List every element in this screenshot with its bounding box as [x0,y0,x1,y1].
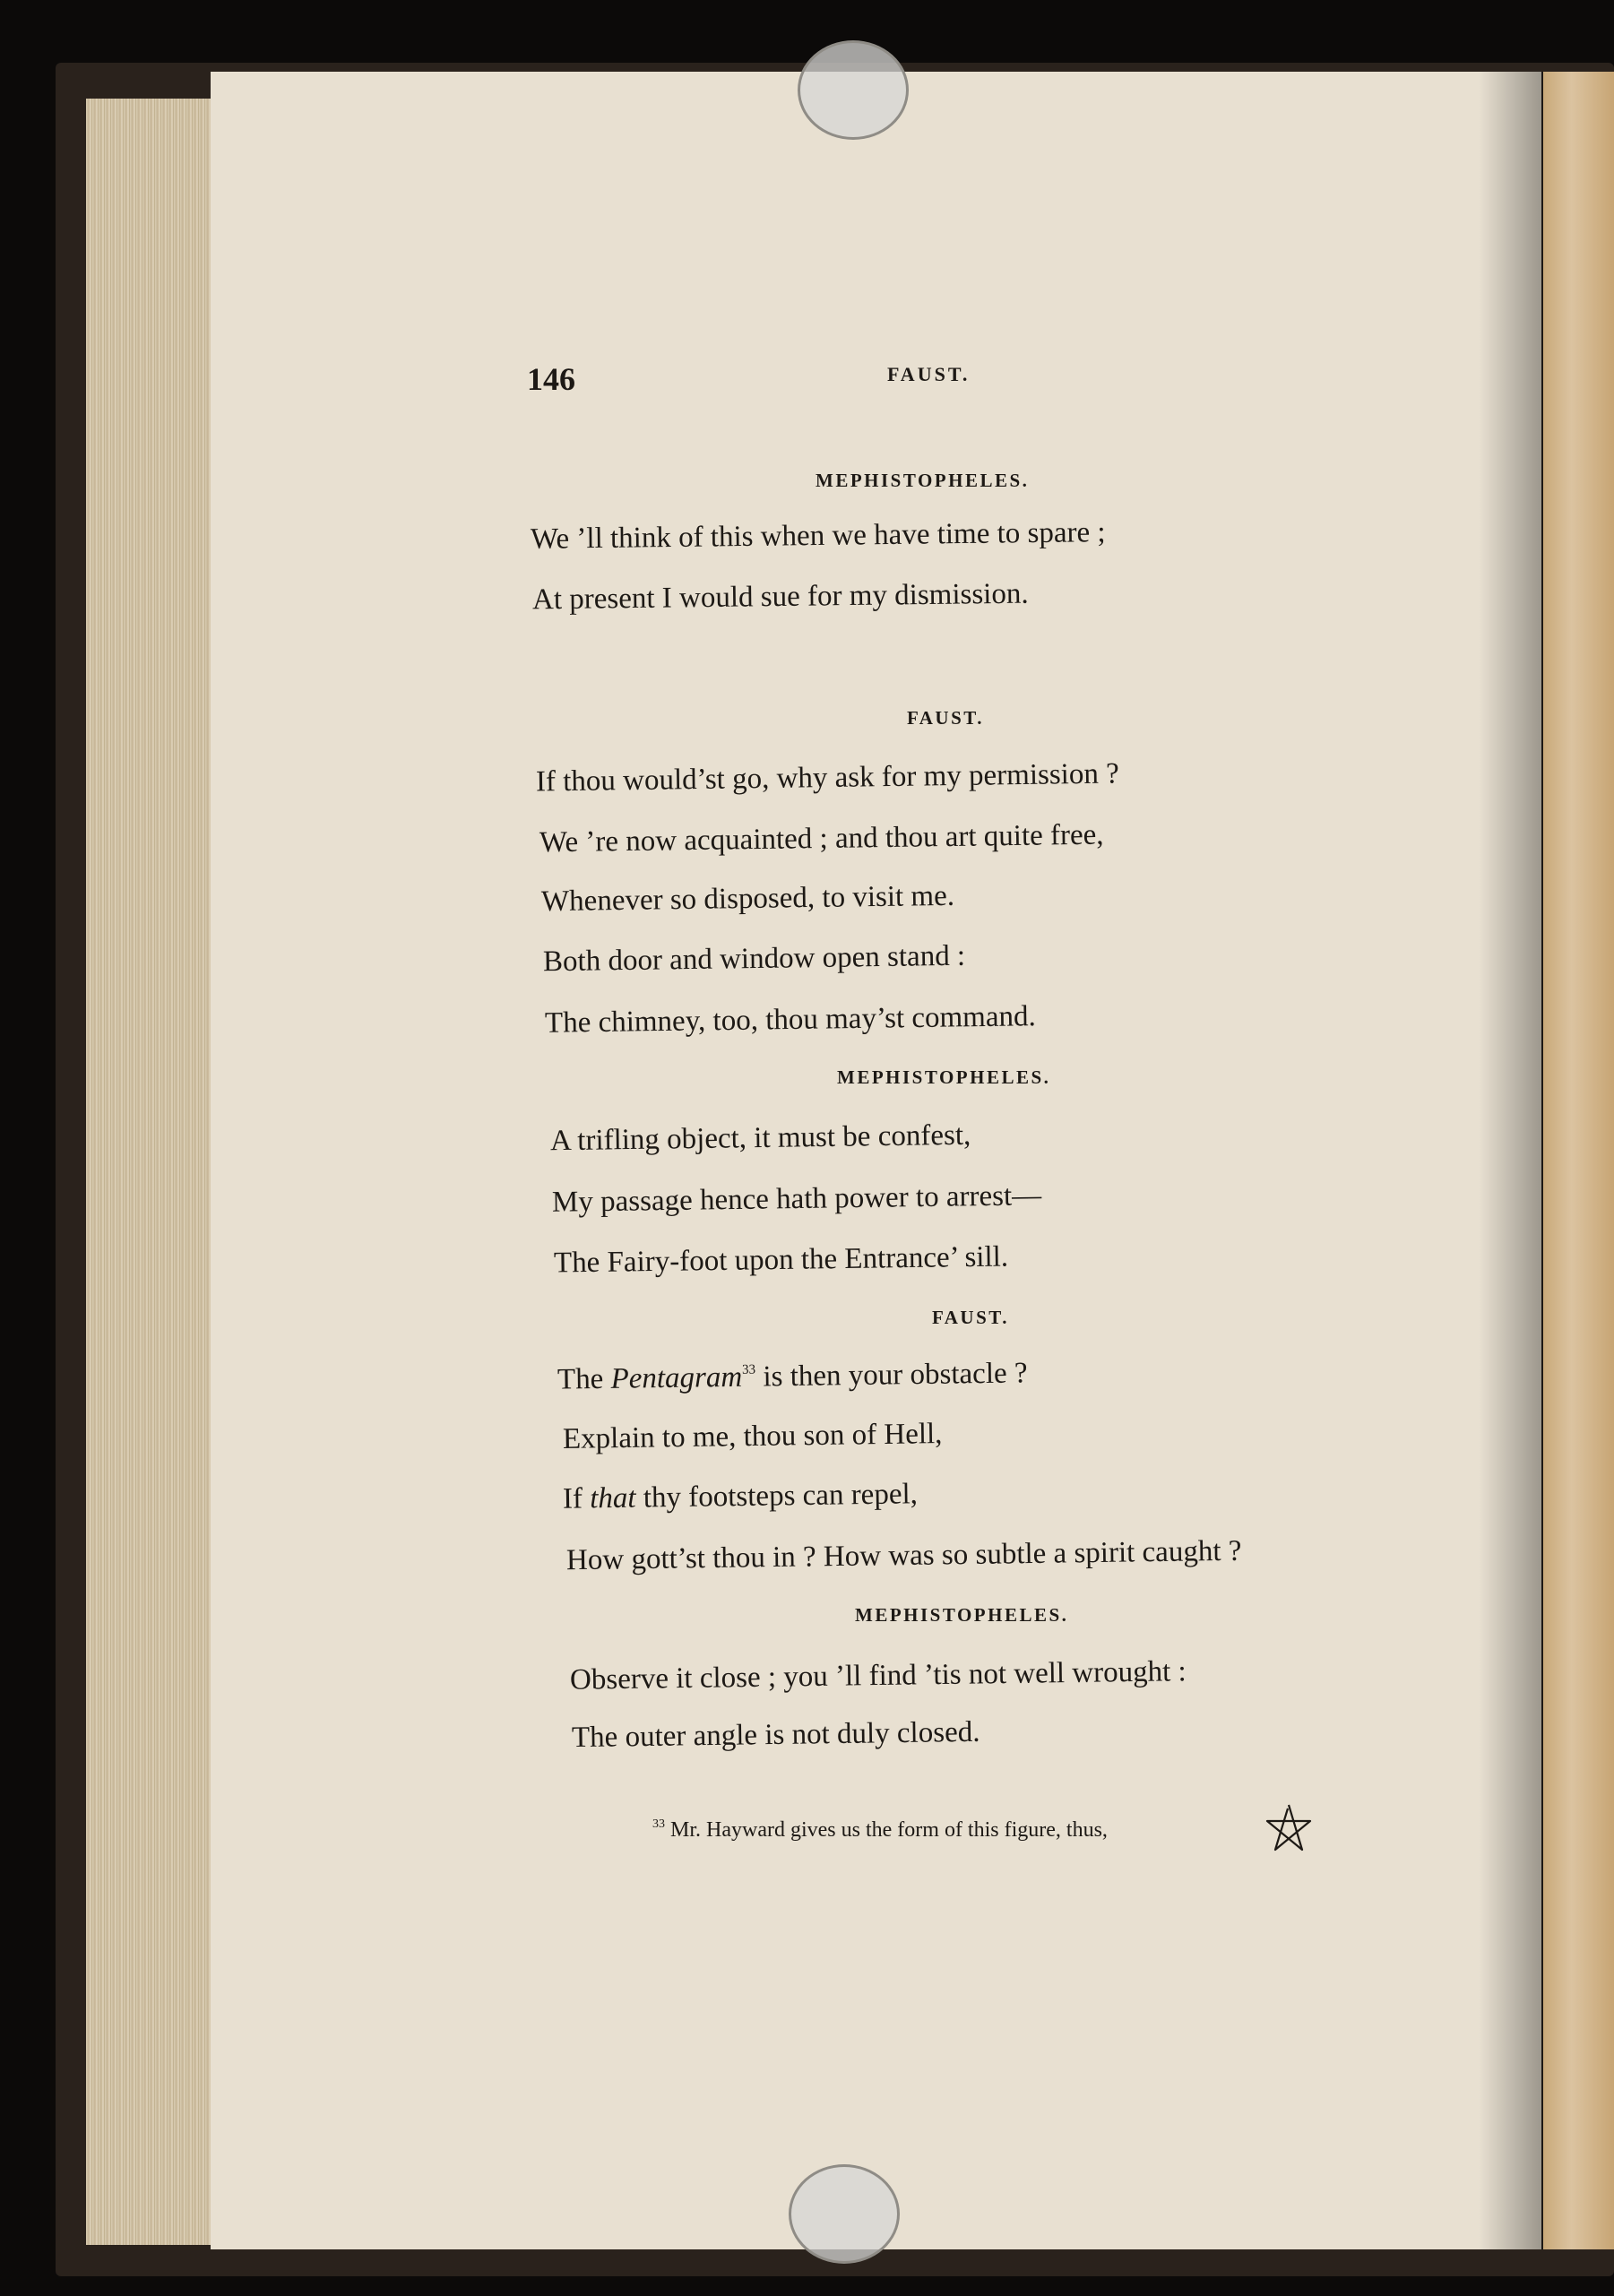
page-edges [86,99,220,2245]
speaker-label: MEPHISTOPHELES. [816,470,1030,491]
running-title: FAUST. [887,363,971,385]
verse-line: Whenever so disposed, to visit me. [540,879,955,919]
italic-emphasis: Pentagram [610,1360,743,1395]
verse-line: My passage hence hath power to arrest— [551,1179,1042,1219]
italic-emphasis: that [589,1481,636,1515]
footnote-text: Mr. Hayward gives us the form of this figure, thus, [670,1818,1108,1842]
footnote [652,1817,1108,1843]
gutter-shadow [1479,72,1546,2249]
speaker-label: MEPHISTOPHELES. [855,1604,1069,1626]
book-page [211,72,1541,2249]
speaker-label: FAUST. [932,1307,1009,1328]
verse-line: The chimney, too, thou may’st command. [544,1000,1036,1040]
pentagram-icon [1262,1801,1316,1855]
page-clip-bottom [789,2164,900,2264]
speaker-label: FAUST. [907,707,984,729]
verse-line: We ’re now acquainted ; and thou art quite free, [539,818,1104,859]
verse-line: If thou would’st go, why ask for my permission ? [535,757,1119,798]
verse-line: If that thy footsteps can repel, [562,1478,919,1515]
footnote-number: 33 [652,1817,665,1831]
verse-line: We ’ll think of this when we have time to spare ; [530,516,1106,556]
verse-line: Observe it close ; you ’ll find ’tis not well wrought : [569,1655,1187,1696]
verse-line: The Fairy-foot upon the Entrance’ sill. [553,1240,1009,1280]
page-number: 146 [527,361,575,397]
verse-line: A trifling object, it must be confest, [549,1118,971,1158]
verse-line: The outer angle is not duly closed. [571,1715,980,1755]
verse-line: How gott’st thou in ? How was so subtle a spirit caught ? [565,1534,1242,1577]
verse-line: At present I would sue for my dismission. [531,577,1029,617]
speaker-label: MEPHISTOPHELES. [837,1066,1051,1088]
verse-line: The Pentagram$^{33}$ is then your obstacle ? [557,1357,1028,1396]
verse-line: Explain to me, thou son of Hell, [562,1418,943,1455]
footnote-ref: 33 [741,1362,756,1377]
verse-line: Both door and window open stand : [542,939,966,979]
page-clip-top [798,40,909,140]
facing-page [1543,72,1614,2249]
